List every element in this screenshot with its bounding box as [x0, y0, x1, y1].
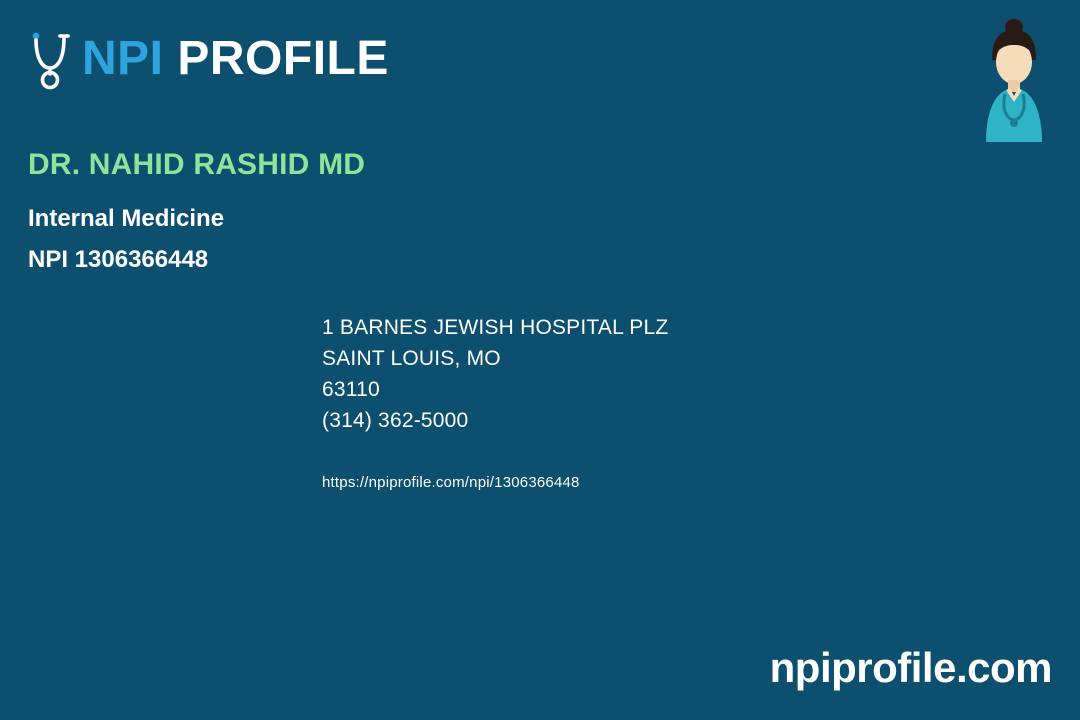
brand-title-rest: PROFILE	[163, 32, 389, 85]
brand-title	[82, 32, 389, 85]
address-line-street: 1 BARNES JEWISH HOSPITAL PLZ	[322, 316, 669, 339]
footer-site-name: npiprofile.com	[769, 644, 1052, 691]
page-title: DR. NAHID RASHID MD	[28, 148, 366, 181]
brand-header	[24, 28, 389, 90]
doctor-avatar-icon	[974, 14, 1054, 142]
stethoscope-icon	[24, 28, 78, 90]
provider-npi-number: NPI 1306366448	[28, 246, 209, 273]
address-line-city-state: SAINT LOUIS, MO	[322, 347, 501, 370]
address-line-phone: (314) 362-5000	[322, 409, 469, 432]
profile-url-link[interactable]: https://npiprofile.com/npi/1306366448	[322, 474, 580, 491]
provider-specialty: Internal Medicine	[28, 205, 225, 232]
provider-address	[322, 312, 668, 436]
brand-title-accent: NPI	[82, 32, 164, 85]
address-line-zip: 63110	[322, 378, 380, 401]
